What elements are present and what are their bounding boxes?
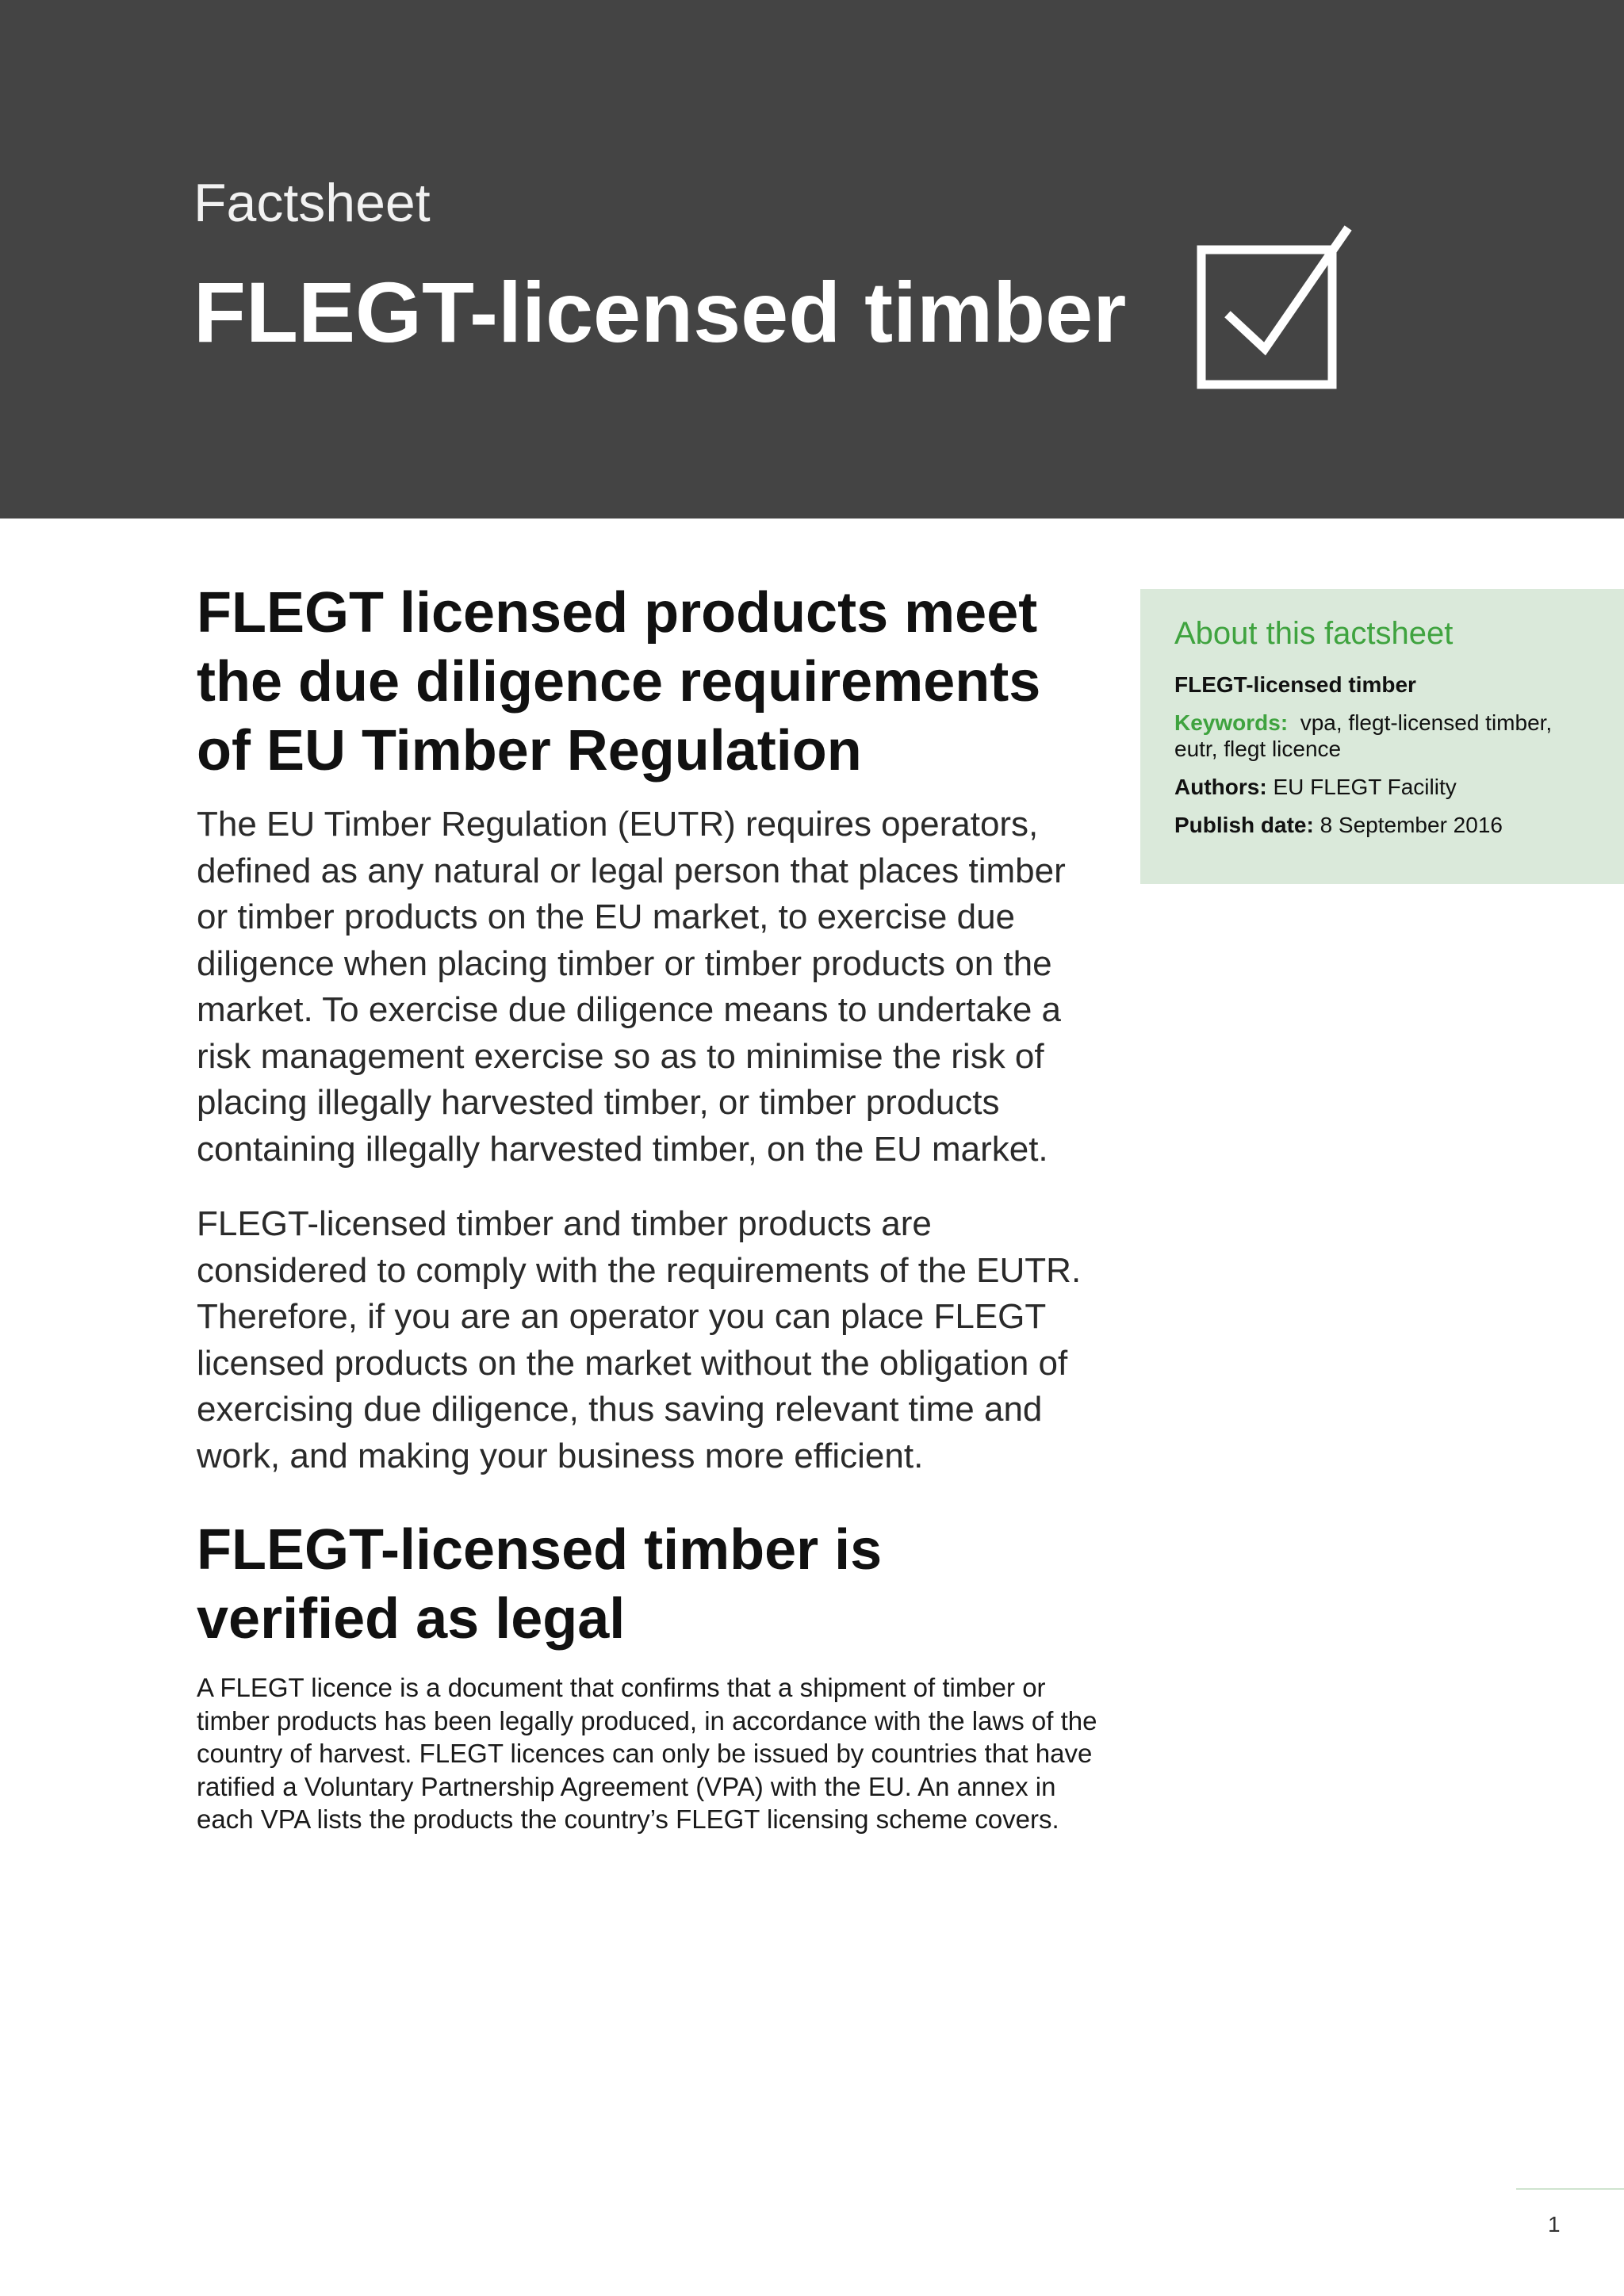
header-banner <box>0 0 1624 519</box>
sidebar-authors <box>1174 774 1592 800</box>
checkbox-checked-icon <box>1189 220 1364 395</box>
body-paragraph-flegt-licence: A FLEGT licence is a document that confirms that a shipment of timber or timber products has been legally produced, in accordance with the laws of the country of harvest. FLEGT licences can only be issued by countries that have ratified a Voluntary Partnership Agreement (VPA) with the EU. An annex in each VPA lists the products the country’s FLEGT licensing scheme covers. <box>197 1673 1097 1834</box>
about-factsheet-box <box>1140 589 1624 884</box>
document-type-label: Factsheet <box>193 173 431 233</box>
lead-paragraph-compliance: FLEGT-licensed timber and timber products are considered to comply with the requirements of the EUTR. Therefore, if you are an operator you can place FLEGT licensed products on the market without the obligation of exercising due diligence, thus saving relevant time and work, and making your business more efficient. <box>197 1204 1082 1475</box>
section-heading-verified-legal: FLEGT-licensed timber is verified as legal <box>197 1518 883 1651</box>
footer-divider <box>1516 2188 1624 2190</box>
page-title: FLEGT-licensed timber <box>193 264 1127 360</box>
publish-date-value: 8 September 2016 <box>1320 813 1503 837</box>
sidebar-publish-date <box>1174 812 1592 838</box>
lead-paragraph-eutr: The EU Timber Regulation (EUTR) requires operators, defined as any natural or legal person that places timber or timber products on the EU market, to exercise due diligence when placing timber or timber products on the market. To exercise due diligence means to undertake a risk management exercise so as to minimise the risk of placing illegally harvested timber, or timber products containing illegally harvested timber, on the EU market. <box>197 805 1066 1169</box>
publish-date-label: Publish date: <box>1174 813 1314 837</box>
section-heading-due-diligence: FLEGT licensed products meet the due diligence requirements of EU Timber Regulation <box>197 581 1041 783</box>
page-number: 1 <box>1548 2212 1561 2237</box>
sidebar-doc-title: FLEGT-licensed timber <box>1174 672 1416 697</box>
authors-value: EU FLEGT Facility <box>1273 775 1457 799</box>
keywords-label: Keywords: <box>1174 710 1289 735</box>
sidebar-keywords <box>1174 710 1592 762</box>
authors-label: Authors: <box>1174 775 1267 799</box>
main-content <box>197 579 1101 1836</box>
keywords-value: vpa, flegt-licensed timber, eutr, flegt licence <box>1174 710 1553 761</box>
sidebar-title: About this factsheet <box>1174 616 1454 651</box>
